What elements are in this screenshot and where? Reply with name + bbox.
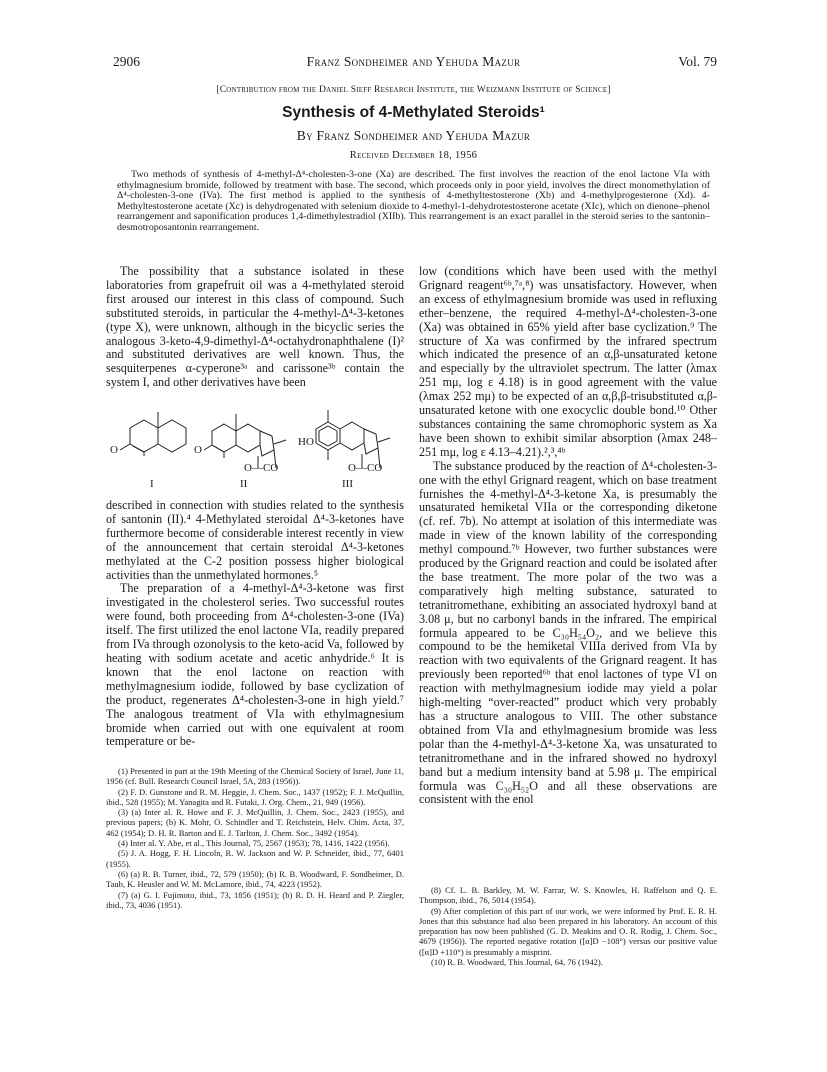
footnote: (4) Inter al. Y. Abe, et al., This Journal, 75, 2567 (1953); 78, 1416, 1422 (1956). — [118, 838, 390, 849]
footnote: (8) Cf. L. B. Barkley, M. W. Farrar, W. S. Knowles, H. Raffelson and Q. E. Thompson, ibid., 76, 5014 (1954). — [419, 885, 717, 906]
body-paragraph-continued: described in connection with studies related to the synthesis of santonin (II).⁴ 4-Methylated steroidal Δ⁴-3-ketones have furthermore become of considerable interest recently in view of the announcement that certain steroidal Δ⁴-3-ketones methylated at the C-2 position possess higher biological activities than the unmethylated hormones.⁵ — [106, 498, 404, 582]
structure-label-ii: II — [240, 478, 248, 490]
structure-drawings — [106, 380, 404, 492]
body-paragraph: The substance produced by the reaction of Δ⁴-cholesten-3-one with the ethyl Grignard reagent, which on base treatment furnishes the 4-methyl-Δ⁴-3-ketone Xa, is presumably the unsaturated hemiketal VIIa or the corresponding diketone (cf. ref. 7b). No attempt at isolation of this intermediate was made in view of the known lability of the corresponding methyl compound.⁷ᵇ However, two further substances were produced by the Grignard reaction and could be isolated after the base treatment. The more polar of the two was a comparatively high melting substance, saturated to tetranitromethane, exhibiting an associated hydroxyl band at 3.08 μ, but no carbonyl bands in the infrared. The empirical formula appeared to be C₃₀H₅₄O₂, and we believe this compound to be the hemiketal VIIIa derived from VIa by reaction with two equivalents of the Grignard reagent. It has previously been reported⁶ᵇ that enol lactones of type VI on reaction with methylmagnesium iodide may yield a polar high-melting “over-reacted” product which very probably has a structure analogous to VIII. The other substance obtained from VIa and ethylmagnesium bromide was less polar than the 4-methyl-Δ⁴-3-ketone Xa, was unsaturated to tetranitromethane and in the infrared showed no hydroxyl band but a medium intensity band at 5.98 μ. The empirical formula was C₃₀H₅₂O and all these observations are consistent with the enol — [419, 458, 717, 807]
footnote: (3) (a) Inter al. R. Howe and F. J. McQuillin, J. Chem. Soc., 2423 (1955), and previous papers; (b) K. Mohr, O. Schindler and T. Reichstein, Helv. Chim. Acta, 37, 462 (1954); D. H. R. Barton and E. J. Tarlton, J. Chem. Soc., 3492 (1954). — [106, 807, 404, 838]
footnote: (9) After completion of this part of our work, we were informed by Prof. E. R. H. Jones that this substance had also been prepared in his laboratory. An account of this preparation has now been published (G. D. Meakins and O. R. Rodig, J. Chem. Soc., 4679 (1956)). The reported negative rotation ([α]D −108°) versus our positive value ([α]D +110°) is presumably a misprint. — [419, 905, 717, 957]
received-date: Received December 18, 1956 — [349, 150, 478, 161]
body-paragraph-continued: low (conditions which have been used with the methyl Grignard reagent⁶ᵇ,⁷ᵃ,⁸) was unsatisfactory. However, when an excess of ethylmagnesium bromide was used in refluxing ether–benzene, the required 4-methyl-Δ⁴-cholesten-3-one (Xa) was obtained in 65% yield after base cyclization.⁹ The structure of Xa was confirmed by the infrared spectrum which indicated the presence of an α,β-unsaturated ketone and especially by the ultraviolet spectrum. The latter (λmax 251 mμ, log ε 4.18) is in good agreement with the value (λmax 252 mμ) to be expected of an α,β,β-trisubstituted α,β-unsaturated ketone with one exocyclic double bond.¹⁰ Other substances containing the same chromophoric system as Xa have been shown to exhibit similar absorption (λmax 248–251 mμ, log ε 4.13–4.21).²,³,⁴ᵇ — [419, 264, 717, 459]
footnote: (10) R. B. Woodward, This Journal, 64, 76 (1942). — [431, 957, 603, 968]
structure-label-iii: III — [342, 478, 353, 490]
structure-i-rings — [120, 412, 186, 456]
structure-label-i: I — [150, 478, 154, 490]
structure-iii-lactone: O—CO — [348, 462, 383, 474]
structure-iii-hydroxyl: HO — [298, 436, 314, 448]
body-paragraph: The possibility that a substance isolated in these laboratories from grapefruit oil was a 4-methylated steroid first aroused our interest in this class of compound. Such substituted steroids, in particular the 4-methyl-Δ⁴-3-ketones (type X), were unknown, although in the bicyclic series the analogous 3-keto-4,9-dimethyl-Δ⁴-octahydronaphthalene (I)² and substituted derivatives are well known. Thus, the sesquiterpenes α-cyperone³ᵃ and carissone³ᵇ contain the system I, and other derivatives have been — [106, 264, 404, 390]
structure-ii-rings — [204, 414, 286, 468]
right-column — [419, 265, 717, 807]
volume-label: Vol. 79 — [678, 54, 717, 69]
structure-figure — [106, 380, 404, 492]
left-column-bottom — [106, 499, 404, 749]
footnotes-left — [106, 766, 404, 910]
page-number: 2906 — [113, 54, 140, 69]
footnote: (7) (a) G. I. Fujimoto, ibid., 73, 1856 (1951); (b) R. D. H. Heard and P. Ziegler, ibid., 73, 4036 (1951). — [106, 889, 404, 910]
footnotes-right — [419, 885, 717, 967]
structure-ii-oxygen: O — [194, 444, 202, 456]
running-title: Franz Sondheimer and Yehuda Mazur — [306, 54, 521, 69]
left-column-top — [106, 265, 404, 390]
footnote: (1) Presented in part at the 19th Meeting of the Chemical Society of Israel, June 11, 1956 (cf. Bull. Research Council Israel, 5A, 283 (1956)). — [106, 766, 404, 787]
structure-ii-lactone: O—CO — [244, 462, 279, 474]
footnote: (6) (a) R. B. Turner, ibid., 72, 579 (1950); (b) R. B. Woodward, F. Sondheimer, D. Taub, K. Heusler and W. M. McLamore, ibid., 74, 4223 (1952). — [106, 868, 404, 890]
article-authors: By Franz Sondheimer and Yehuda Mazur — [296, 128, 531, 143]
body-paragraph: The preparation of a 4-methyl-Δ⁴-3-ketone was first investigated in the cholesterol series. Two successful routes were found, both proceeding from Δ⁴-cholesten-3-one (IVa) itself. The first utilized the enol lactone VIa, readily prepared from IVa through ozonolysis to the keto-acid Va, followed by heating with sodium acetate and acetic anhydride.⁶ It is known that the enol lactone on reaction with methylmagnesium iodide, followed by base cyclization of the product, regenerates Δ⁴-cholesten-3-one in high yield.⁷ The analogous treatment of VIa with ethylmagnesium bromide when carried out with one equivalent at room temperature or be- — [106, 581, 404, 749]
contribution-line: [Contribution from the Daniel Sieff Research Institute, the Weizmann Institute of Science] — [216, 84, 611, 95]
footnote: (5) J. A. Hogg, F. H. Lincoln, R. W. Jackson and W. P. Schneider, ibid., 77, 6401 (1955). — [106, 848, 404, 869]
abstract: Two methods of synthesis of 4-methyl-Δ⁴-cholesten-3-one (Xa) are described. The first involves the reaction of the enol lactone VIa with ethylmagnesium bromide, followed by treatment with base. The second, which proceeds only in poor yield, involves the direct monomethylation of Δ⁴-cholesten-3-one (IVa). The first method is applied to the synthesis of 4-methyltestosterone (Xb) and 4-methylprogesterone (Xd). 4-Methyltestosterone acetate (Xc) is dehydrogenated with selenium dioxide to 4-methyl-1-dehydrotestosterone acetate (XIc), which on dienone–phenol rearrangement and saponification produces 1,4-dimethylestradiol (XIIb). This rearrangement is an exact parallel in the steroid series to the santonin–desmotroposantonin rearrangement. — [117, 169, 710, 233]
article-title: Synthesis of 4-Methylated Steroids¹ — [282, 104, 545, 121]
structure-i-oxygen: O — [110, 444, 118, 456]
structure-iii-rings — [316, 410, 390, 468]
footnote: (2) F. D. Gunstone and R. M. Heggie, J. Chem. Soc., 1437 (1952); F. J. McQuillin, ibid., 528 (1955); M. Yanagita and R. Futaki, J. Org. Chem., 21, 949 (1956). — [106, 786, 404, 807]
